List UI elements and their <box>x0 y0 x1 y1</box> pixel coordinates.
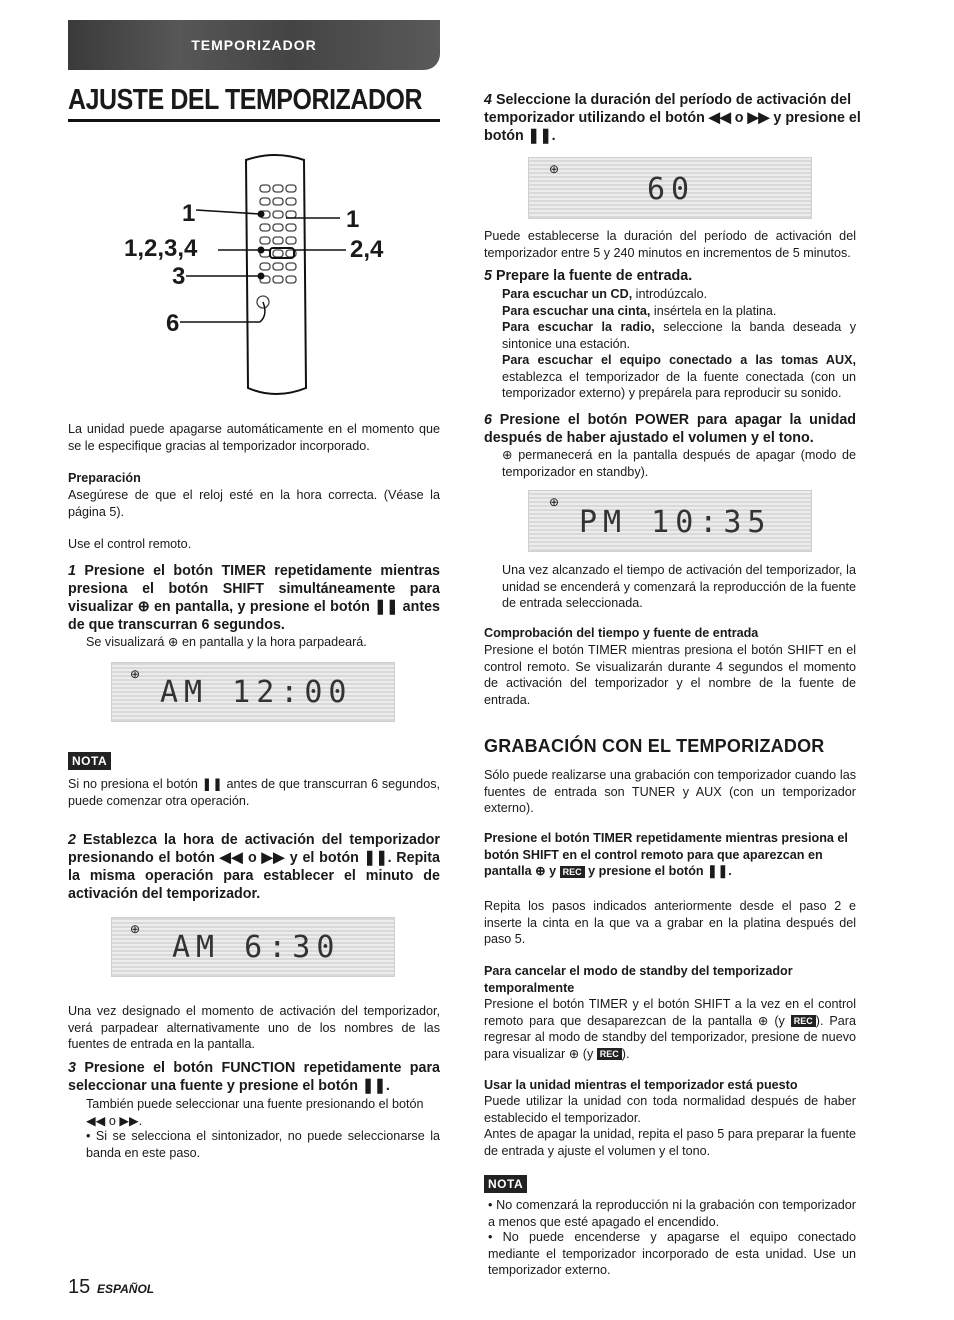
intro-text: La unidad puede apagarse automáticamente en el momento que se le especifique gracias al temporizador incorporado. <box>68 422 440 453</box>
timer-icon: ⊕ <box>130 667 141 681</box>
note-2-bullet-1: • No comenzará la reproducción ni la grabación con temporizador a menos que esté apagado el encendido. <box>488 1198 856 1229</box>
prep-text: Asegúrese de que el reloj esté en la hora correcta. (Véase la página 5). <box>68 488 440 519</box>
lcd-display-3 <box>528 157 812 219</box>
section-banner: TEMPORIZADOR <box>68 20 440 70</box>
step-1-heading: 1 Presione el botón TIMER repetidamente mientras presiona el botón SHIFT simultáneamente para visualizar ⊕ en pantalla, y presione el botón ❚❚ antes de que transcurran 6 segundos. <box>68 563 440 633</box>
step-5-body <box>502 286 856 402</box>
cd-instruction: Para escuchar un CD, introdúzcalo. <box>502 287 708 301</box>
use-text-2: Antes de apagar la unidad, repita el paso 5 para preparar la fuente de entrada y ajuste el volumen y el tono. <box>484 1127 856 1158</box>
page-number: 15 <box>68 1276 91 1298</box>
title-underline <box>68 119 440 122</box>
language-label: ESPAÑOL <box>97 1282 155 1296</box>
step-number: 4 <box>484 92 492 108</box>
step-3-text: También puede seleccionar una fuente presionando el botón ◀◀ o ▶▶. <box>86 1097 424 1128</box>
callout-label-24: 2,4 <box>350 236 384 263</box>
cancel-text: Presione el botón TIMER y el botón SHIFT a la vez en el control remoto para que desaparezcan de la pantalla ⊕ (y REC ). Para regresar al modo de standby del temporizador, presione de nuevo para visualizar ⊕ (y REC ). <box>484 997 856 1061</box>
callout-label-6: 6 <box>166 310 180 337</box>
aux-instruction: Para escuchar el equipo conectado a las tomas AUX, establezca el temporizador de la fuente conectada (con un temporizador externo) y prepárela para reproducir su sonido. <box>502 353 856 400</box>
rec-badge: REC <box>791 1015 816 1027</box>
step-1-text: Se visualizará ⊕ en pantalla y la hora parpadeará. <box>86 635 367 649</box>
remote-control-icon <box>110 150 410 400</box>
use-heading: Usar la unidad mientras el temporizador está puesto <box>484 1078 798 1092</box>
timer-icon: ⊕ <box>549 495 560 509</box>
lcd-readout: 60 <box>647 172 696 207</box>
callout-label-3: 3 <box>172 263 186 290</box>
step-number: 1 <box>68 563 76 579</box>
recording-step-heading: Presione el botón TIMER repetidamente mientras presiona el botón SHIFT en el control remoto para que aparezcan en pantalla ⊕ y REC y presione el botón ❚❚. <box>484 831 848 878</box>
note-2-bullet-2: • No puede encenderse y apagarse el equipo conectado mediante el temporizador incorporado de esta unidad. Use un temporizador externo. <box>488 1230 856 1277</box>
prep-heading: Preparación <box>68 471 141 485</box>
use-text-1: Puede utilizar la unidad con toda normalidad después de haber establecido el temporizador. <box>484 1094 856 1125</box>
step-6-text: ⊕ permanecerá en la pantalla después de apagar (modo de temporizador en standby). <box>502 448 856 479</box>
remote-figure <box>110 150 410 400</box>
step-2-text: Una vez designado el momento de activación del temporizador, verá parpadear alternativamente uno de los nombres de las fuentes de entrada en la pantalla. <box>68 1004 440 1051</box>
radio-instruction: Para escuchar la radio, seleccione la banda deseada y sintonice una estación. <box>502 320 856 351</box>
note-badge-2: NOTA <box>484 1175 527 1193</box>
rec-badge: REC <box>560 866 585 878</box>
rec-badge: REC <box>597 1048 622 1060</box>
note-badge: NOTA <box>68 752 111 770</box>
callout-label-1234: 1,2,3,4 <box>124 235 198 262</box>
check-heading: Comprobación del tiempo y fuente de entrada <box>484 626 759 640</box>
lcd-readout: AM 6:30 <box>172 930 341 965</box>
recording-intro: Sólo puede realizarse una grabación con temporizador cuando las fuentes de entrada son TUNER y AUX (con un temporizador externo). <box>484 768 856 815</box>
lcd-display-1 <box>111 662 395 722</box>
step-3-bullet: • Si se selecciona el sintonizador, no puede seleccionarse la banda en este paso. <box>86 1129 440 1160</box>
step-5-heading: 5 Prepare la fuente de entrada. <box>484 268 693 284</box>
page-title: AJUSTE DEL TEMPORIZADOR <box>68 84 423 116</box>
step-2-heading: 2 Establezca la hora de activación del temporizador presionando el botón ◀◀ o ▶▶ y el botón ❚❚. Repita la misma operación para establecer el minuto de activación del temporizador. <box>68 832 440 902</box>
step-number: 5 <box>484 268 492 284</box>
lcd-display-4 <box>528 490 812 552</box>
recording-text: Repita los pasos indicados anteriormente desde el paso 2 e inserte la cinta en la que va a grabar en la platina después del paso 5. <box>484 899 856 946</box>
timer-icon: ⊕ <box>549 162 560 176</box>
step-4-heading: 4 Seleccione la duración del período de activación del temporizador utilizando el botón ◀◀ o ▶▶ y presione el botón ❚❚. <box>484 92 861 144</box>
step-6-text-2: Una vez alcanzado el tiempo de activación del temporizador, la unidad se encenderá y comenzará la reproducción de la fuente de entrada seleccionada. <box>502 563 856 610</box>
step-6-heading: 6 Presione el botón POWER para apagar la unidad después de haber ajustado el volumen y el tono. <box>484 412 856 446</box>
check-text: Presione el botón TIMER mientras presiona el botón SHIFT en el control remoto. Se visualizarán durante 4 segundos el momento de activación del temporizador y el nombre de la fuente de entrada. <box>484 643 856 707</box>
tape-instruction: Para escuchar una cinta, insértela en la platina. <box>502 303 777 318</box>
note-text: Si no presiona el botón ❚❚ antes de que transcurran 6 segundos, puede comenzar otra operación. <box>68 777 440 808</box>
step-4-text: Puede establecerse la duración del período de activación del temporizador entre 5 y 240 minutos en incrementos de 5 minutos. <box>484 229 856 260</box>
callout-label-1-right: 1 <box>346 206 360 233</box>
step-number: 6 <box>484 412 492 428</box>
cancel-heading: Para cancelar el modo de standby del temporizador temporalmente <box>484 964 793 995</box>
remote-note: Use el control remoto. <box>68 537 192 551</box>
lcd-readout: AM 12:00 <box>160 675 353 710</box>
callout-label-1: 1 <box>182 200 196 227</box>
recording-heading: GRABACIÓN CON EL TEMPORIZADOR <box>484 736 825 756</box>
step-number: 2 <box>68 832 76 848</box>
lcd-display-2 <box>111 917 395 977</box>
lcd-readout: PM 10:35 <box>579 505 772 540</box>
step-3-heading: 3 Presione el botón FUNCTION repetidamente para seleccionar una fuente y presione el botón ❚❚. <box>68 1060 440 1094</box>
timer-icon: ⊕ <box>130 922 141 936</box>
step-number: 3 <box>68 1060 76 1076</box>
